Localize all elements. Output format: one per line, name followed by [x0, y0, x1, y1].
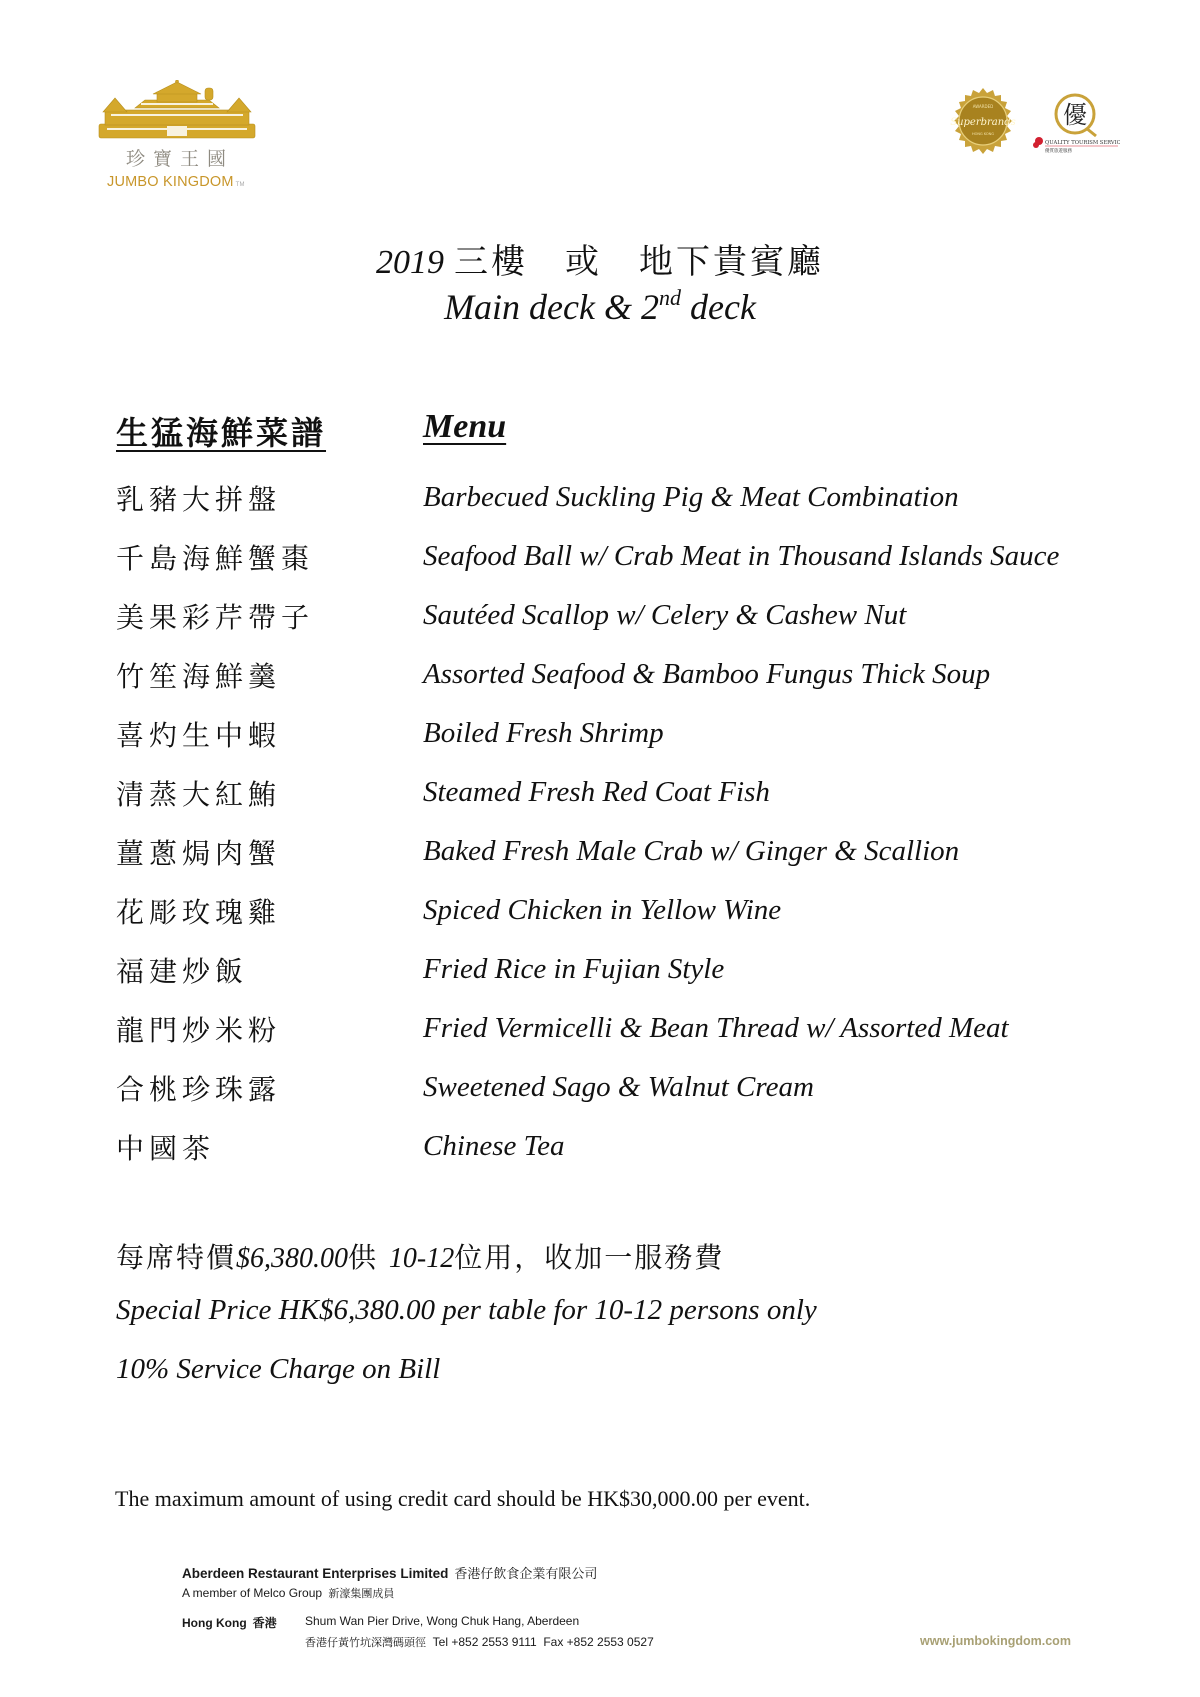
svg-text:Superbrands: Superbrands — [950, 117, 1016, 128]
menu-item — [116, 999, 1116, 1058]
footer-member-of: A member of Melco Group 新濠集團成員 — [182, 1586, 395, 1600]
page-title-chinese — [0, 234, 1200, 283]
qts-mark-icon — [1030, 88, 1120, 158]
menu-item — [116, 822, 1116, 881]
menu-item — [116, 527, 1116, 586]
footer-city: Hong Kong 香港 — [182, 1616, 277, 1630]
superbrands-seal-icon — [950, 88, 1016, 154]
footer-tel: Tel +852 2553 9111 — [432, 1635, 537, 1649]
footer-address-en: Shum Wan Pier Drive, Wong Chuk Hang, Aberdeen — [305, 1614, 580, 1628]
menu-item — [116, 881, 1116, 940]
service-charge-note: 10% Service Charge on Bill — [116, 1353, 441, 1385]
footer-website-link[interactable]: www.jumbokingdom.com — [920, 1634, 1071, 1648]
menu-item-en: Sweetened Sago & Walnut Cream — [423, 1071, 814, 1103]
footer-company: Aberdeen Restaurant Enterprises Limited 香港仔飲食企業有限公司 — [182, 1566, 598, 1582]
menu-item-en: Spiced Chicken in Yellow Wine — [423, 894, 782, 926]
price-chinese: 每席特價$6,380.00供 10-12位用，收加一服務費 — [116, 1241, 725, 1274]
credit-card-limit-note: The maximum amount of using credit card should be HK$30,000.00 per event. — [115, 1486, 811, 1511]
menu-item-en: Boiled Fresh Shrimp — [423, 717, 664, 749]
menu-item-en: Seafood Ball w/ Crab Meat in Thousand Islands Sauce — [423, 540, 1060, 572]
menu-item-cn: 薑蔥焗肉蟹 — [116, 836, 282, 870]
logo-chinese-name: 珍寶王國 — [125, 148, 234, 170]
menu-item-cn: 清蒸大紅鮪 — [116, 777, 282, 811]
menu-item — [116, 704, 1116, 763]
menu-item — [116, 1117, 1116, 1176]
menu-item-cn: 千島海鮮蟹棗 — [116, 541, 315, 575]
svg-text:HONG KONG: HONG KONG — [971, 132, 995, 136]
svg-text:優質旅遊服務: 優質旅遊服務 — [1045, 149, 1072, 154]
menu-item-en: Steamed Fresh Red Coat Fish — [423, 776, 770, 808]
logo-english-name: JUMBO KINGDOM TM — [107, 174, 245, 190]
menu-item-cn: 花彫玫瑰雞 — [116, 895, 282, 929]
quality-tourism-services-badge — [1030, 88, 1120, 158]
svg-text:優: 優 — [1063, 101, 1087, 129]
menu-item — [116, 940, 1116, 999]
price-english: Special Price HK$6,380.00 per table for 10-12 persons only — [116, 1294, 817, 1326]
menu-item-en: Baked Fresh Male Crab w/ Ginger & Scallion — [423, 835, 960, 867]
menu-item-cn: 福建炒飯 — [116, 954, 249, 988]
menu-item-cn: 喜灼生中蝦 — [116, 718, 282, 752]
menu-item-cn: 合桃珍珠露 — [116, 1072, 282, 1106]
menu-item-cn: 乳豬大拼盤 — [116, 482, 282, 516]
superbrands-badge — [950, 88, 1016, 154]
menu-item-cn: 竹笙海鮮羹 — [116, 659, 282, 693]
menu-item — [116, 586, 1116, 645]
svg-text:AWARDED: AWARDED — [972, 104, 994, 109]
jumbo-kingdom-logo — [97, 80, 257, 195]
menu-item — [116, 1058, 1116, 1117]
menu-item-en: Fried Rice in Fujian Style — [423, 953, 725, 985]
menu-item — [116, 645, 1116, 704]
floating-restaurant-icon — [97, 80, 257, 144]
svg-text:QUALITY TOURISM SERVICES: QUALITY TOURISM SERVICES — [1045, 140, 1120, 146]
menu-item-en: Chinese Tea — [423, 1130, 565, 1162]
menu-item-en: Barbecued Suckling Pig & Meat Combination — [423, 481, 959, 513]
menu-item-en: Sautéed Scallop w/ Celery & Cashew Nut — [423, 599, 907, 631]
footer-address-contact: 香港仔黃竹坑深灣碼頭徑 Tel +852 2553 9111 Fax +852 2553 0527 — [305, 1635, 654, 1649]
menu-list — [116, 468, 1116, 1176]
menu-item-cn: 美果彩芹帶子 — [116, 600, 315, 634]
menu-item-cn: 龍門炒米粉 — [116, 1013, 282, 1047]
menu-heading-chinese: 生猛海鮮菜譜 — [116, 414, 327, 452]
menu-item-en: Assorted Seafood & Bamboo Fungus Thick Soup — [423, 658, 991, 690]
menu-item-en: Fried Vermicelli & Bean Thread w/ Assorted Meat — [423, 1012, 1009, 1044]
page-title-english: Main deck & 2nd deck — [444, 285, 756, 327]
menu-item — [116, 468, 1116, 527]
title-year: 2019 — [376, 244, 444, 281]
menu-item — [116, 763, 1116, 822]
title-venue-cn: 三樓 或 地下貴賓廳 — [454, 242, 824, 282]
footer-fax: Fax +852 2553 0527 — [543, 1635, 654, 1649]
menu-item-cn: 中國茶 — [116, 1131, 216, 1165]
menu-heading-english: Menu — [423, 408, 507, 445]
